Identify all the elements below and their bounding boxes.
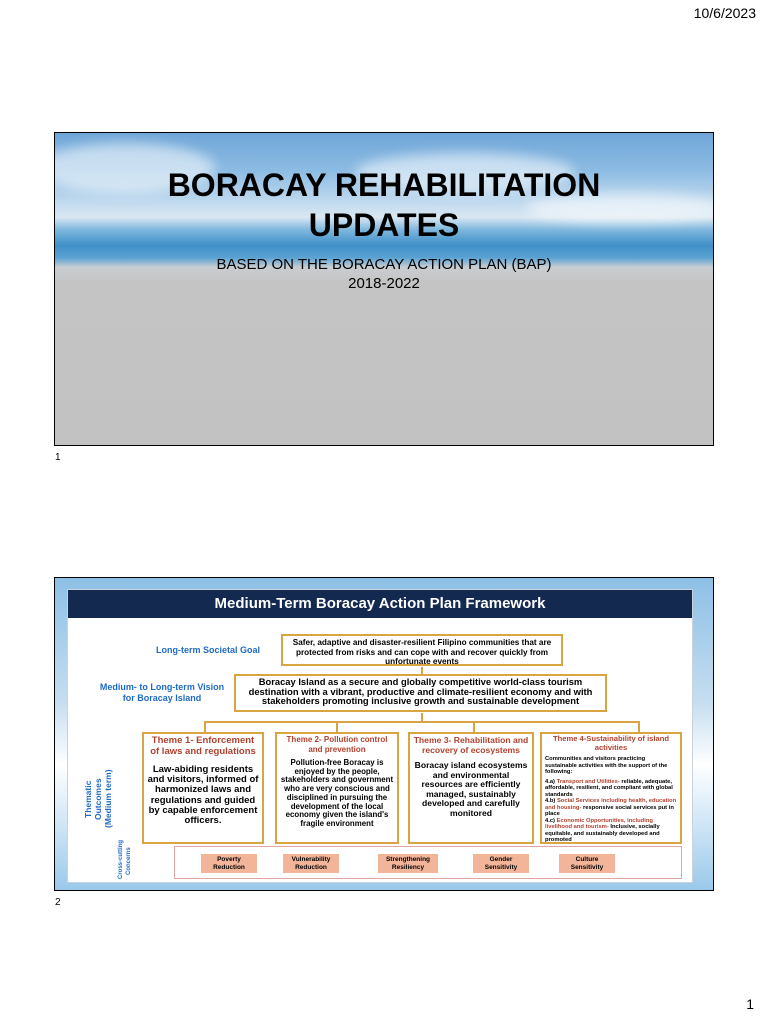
framework-diagram xyxy=(67,589,693,883)
framework-title: Medium-Term Boracay Action Plan Framework xyxy=(68,590,692,618)
page-date: 10/6/2023 xyxy=(693,5,756,21)
theme-1-body: Law-abiding residents and visitors, informed of harmonized laws and regulations and guided by capable enforcement officers. xyxy=(147,764,259,827)
theme-1-title: Theme 1- Enforcement of laws and regulations xyxy=(150,735,256,757)
crosscutting-concerns-row xyxy=(174,846,682,879)
vision-box: Boracay Island as a secure and globally competitive world-class tourism destination with a vibrant, productive and climate-resilient economy and with stakeholders promoting inclusive growth and sustainable development xyxy=(234,674,607,712)
theme-2-body: Pollution-free Boracay is enjoyed by the people, stakeholders and government who are very conscious and disciplined in pursuing the development of the local economy given the island's fragile environment xyxy=(280,758,394,828)
theme-4-title: Theme 4-Sustainability of island activities xyxy=(552,734,670,752)
page-number: 1 xyxy=(746,996,754,1012)
slide-1 xyxy=(54,132,714,446)
connector-line xyxy=(204,721,640,723)
theme-2-box xyxy=(275,732,399,844)
crosscutting-label: Cross-cutting Concerns xyxy=(118,840,132,879)
theme-1-box xyxy=(142,732,264,844)
slide-2-number: 2 xyxy=(55,897,61,908)
slide-1-subtitle: BASED ON THE BORACAY ACTION PLAN (BAP) 2018-2022 xyxy=(216,256,552,292)
concern-gender-sensitivity: Gender Sensitivity xyxy=(473,854,529,873)
theme-3-title: Theme 3- Rehabilitation and recovery of ecosystems xyxy=(413,735,529,755)
theme-4-box xyxy=(540,732,682,844)
slide-2 xyxy=(54,577,714,891)
concern-culture-sensitivity: Culture Sensitivity xyxy=(559,854,615,873)
goal-box: Safer, adaptive and disaster-resilient Filipino communities that are protected from risks and can cope with and recover quickly from unfortunate events xyxy=(281,634,563,666)
thematic-outcomes-label: Thematic Outcomes (Medium term) xyxy=(83,769,113,828)
theme-2-title: Theme 2- Pollution control and prevention xyxy=(286,735,388,754)
goal-label: Long-term Societal Goal xyxy=(155,645,260,655)
theme-3-body: Boracay island ecosystems and environmental resources are efficiently managed, sustainably developed and carefully monitored xyxy=(414,760,528,818)
vision-label: Medium- to Long-term Vision for Boracay Island xyxy=(99,682,225,703)
theme-3-box xyxy=(408,732,534,844)
concern-poverty-reduction: Poverty Reduction xyxy=(201,854,257,873)
theme-4-body: Communities and visitors practicing sustainable activities with the support of the following: 4.a) Transport and Utilities- reliable, adequate, affordable, resilient, and compliant with global standards 4.b) Social Services including health, education and housing- responsive social services put in place 4.c) Economic Opportunities, including livelihood and tourism- Inclusive, socially equitable, and sustainably developed and promoted xyxy=(545,756,677,843)
slide-1-title: BORACAY REHABILITATION UPDATES xyxy=(167,167,601,243)
concern-strengthening-resiliency: Strengthening Resiliency xyxy=(378,854,438,873)
concern-vulnerability-reduction: Vulnerability Reduction xyxy=(283,854,339,873)
slide-1-number: 1 xyxy=(55,452,61,463)
